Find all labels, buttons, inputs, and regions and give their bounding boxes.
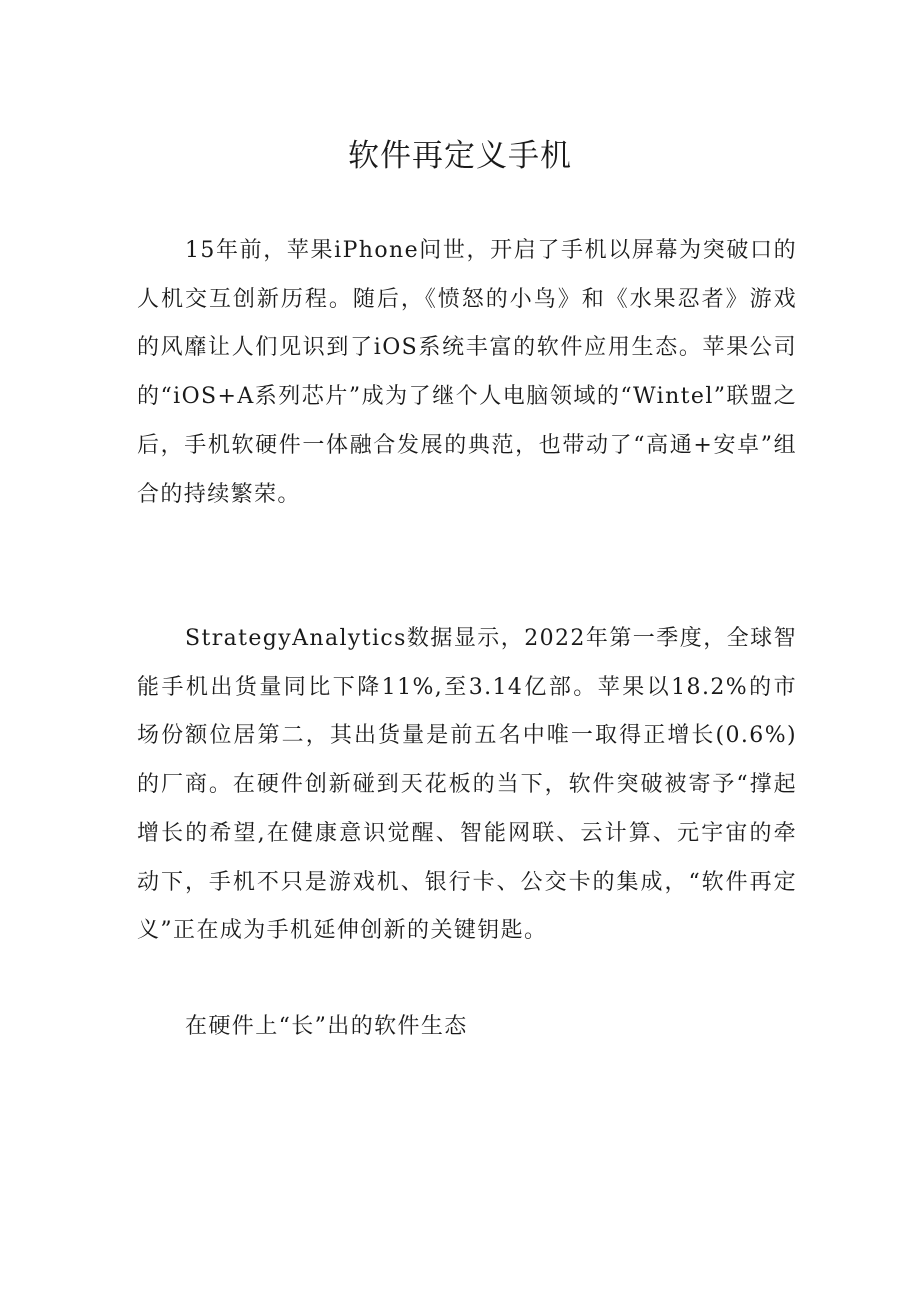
section-subheading: 在硬件上“长”出的软件生态 bbox=[185, 1014, 468, 1039]
paragraph-iphone-history: 15年前，苹果iPhone问世，开启了手机以屏幕为突破口的人机交互创新历程。随后，《愤怒的小鸟》和《水果忍者》游戏的风靡让人们见识到了iOS系统丰富的软件应用生态。苹果公司的“iOS+A系列芯片”成为了继个人电脑领域的“Wintel”联盟之后，手机软硬件一体融合发展的典范，也带动了“高通+安卓”组合的持续繁荣。 bbox=[137, 238, 797, 507]
document-title: 软件再定义手机 bbox=[348, 138, 572, 174]
paragraph-market-data: StrategyAnalytics数据显示，2022年第一季度，全球智能手机出货量同比下降11%,至3.14亿部。苹果以18.2%的市场份额位居第二，其出货量是前五名中唯一取得正增长(0.6%)的厂商。在硬件创新碰到天花板的当下，软件突破被寄予“撑起增长的希望,在健康意识觉醒、智能网联、云计算、元宇宙的牵动下，手机不只是游戏机、银行卡、公交卡的集成，“软件再定义”正在成为手机延伸创新的关键钥匙。 bbox=[137, 626, 797, 944]
